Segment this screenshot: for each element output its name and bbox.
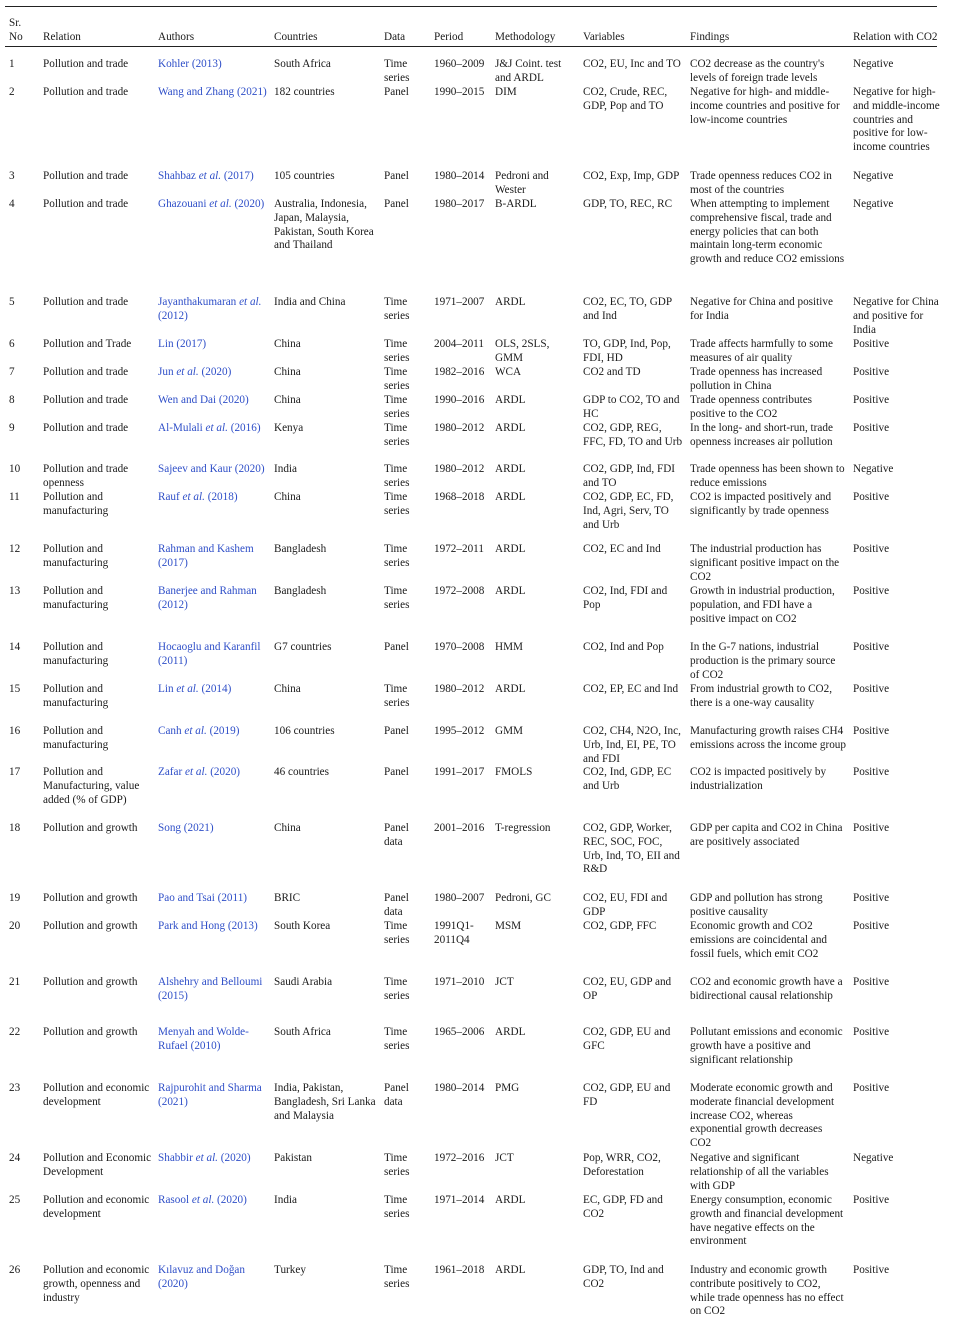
- cell-sr-no: 2: [9, 86, 15, 98]
- cell-variables: CO2, CH4, N2O, Inc, Urb, Ind, EI, PE, TO and FDI: [583, 725, 681, 765]
- header-countries: Countries: [274, 31, 318, 44]
- cell-authors-link[interactable]: Rauf et al. (2018): [158, 491, 238, 503]
- cell-sr-no: 17: [9, 766, 21, 778]
- cell-data-type: Time series: [384, 491, 410, 517]
- cell-countries: India and China: [274, 296, 346, 308]
- cell-sr-no: 15: [9, 683, 21, 695]
- cell-sr-no: 22: [9, 1026, 21, 1038]
- cell-methodology: MSM: [495, 920, 522, 932]
- cell-findings: The industrial production has significant positive impact on the CO2: [690, 543, 840, 583]
- cell-data-type: Time series: [384, 1264, 410, 1290]
- cell-authors-link[interactable]: Rasool et al. (2020): [158, 1194, 247, 1206]
- cell-findings: Energy consumption, economic growth and financial development have negative effects on the environment: [690, 1194, 844, 1248]
- cell-data-type: Panel: [384, 766, 409, 778]
- cell-variables: CO2, GDP, REG, FFC, FD, TO and Urb: [583, 422, 683, 448]
- cell-authors-link[interactable]: Rajpurohit and Sharma (2021): [158, 1082, 262, 1108]
- cell-relation: Pollution and trade: [43, 86, 129, 98]
- cell-methodology: Pedroni and Wester: [495, 170, 549, 196]
- cell-variables: CO2, GDP, EU and FD: [583, 1082, 671, 1108]
- cell-authors-link[interactable]: Jun et al. (2020): [158, 366, 232, 378]
- cell-data-type: Panel: [384, 170, 409, 182]
- cell-relation: Pollution and manufacturing: [43, 725, 109, 751]
- cell-countries: 182 countries: [274, 86, 335, 98]
- cell-methodology: ARDL: [495, 394, 526, 406]
- cell-variables: TO, GDP, Ind, Pop, FDI, HD: [583, 338, 671, 364]
- cell-variables: CO2, Exp, Imp, GDP: [583, 170, 680, 182]
- cell-relation: Pollution and trade: [43, 394, 129, 406]
- cell-relation-with-co2: Positive: [853, 422, 890, 434]
- cell-relation-with-co2: Positive: [853, 641, 890, 653]
- cell-relation: Pollution and Economic Development: [43, 1152, 152, 1178]
- cell-relation: Pollution and manufacturing: [43, 543, 109, 569]
- cell-data-type: Time series: [384, 585, 410, 611]
- cell-period: 1980–2012: [434, 463, 485, 475]
- cell-authors-link[interactable]: Kohler (2013): [158, 58, 222, 70]
- cell-data-type: Time series: [384, 920, 410, 946]
- cell-countries: Saudi Arabia: [274, 976, 333, 988]
- cell-countries: Turkey: [274, 1264, 306, 1276]
- cell-sr-no: 26: [9, 1264, 21, 1276]
- cell-relation-with-co2: Positive: [853, 394, 890, 406]
- cell-relation: Pollution and manufacturing: [43, 491, 109, 517]
- cell-countries: India: [274, 1194, 297, 1206]
- cell-sr-no: 5: [9, 296, 15, 308]
- cell-countries: G7 countries: [274, 641, 332, 653]
- cell-authors-link[interactable]: Rahman and Kashem (2017): [158, 543, 254, 569]
- cell-findings: Growth in industrial production, population, and FDI have a positive impact on CO2: [690, 585, 835, 625]
- cell-data-type: Time series: [384, 1026, 410, 1052]
- cell-findings: Negative for China and positive for India: [690, 296, 833, 322]
- cell-data-type: Time series: [384, 296, 410, 322]
- cell-findings: CO2 decrease as the country's levels of foreign trade levels: [690, 58, 825, 84]
- cell-data-type: Time series: [384, 683, 410, 709]
- cell-data-type: Time series: [384, 58, 410, 84]
- cell-period: 1990–2015: [434, 86, 485, 98]
- cell-period: 1980–2017: [434, 198, 485, 210]
- cell-relation: Pollution and growth: [43, 976, 138, 988]
- cell-findings: In the long- and short-run, trade openness increases air pollution: [690, 422, 833, 448]
- cell-countries: Kenya: [274, 422, 304, 434]
- cell-sr-no: 13: [9, 585, 21, 597]
- cell-sr-no: 18: [9, 822, 21, 834]
- cell-variables: CO2, EU, Inc and TO: [583, 58, 681, 70]
- cell-data-type: Panel: [384, 86, 409, 98]
- cell-relation-with-co2: Positive: [853, 338, 890, 350]
- cell-sr-no: 23: [9, 1082, 21, 1094]
- cell-relation: Pollution and growth: [43, 1026, 138, 1038]
- table-top-rule: [5, 6, 937, 7]
- cell-findings: In the G-7 nations, industrial production is the primary source of CO2: [690, 641, 836, 681]
- cell-period: 1972–2011: [434, 543, 484, 555]
- cell-variables: CO2 and TD: [583, 366, 641, 378]
- cell-period: 1991Q1-2011Q4: [434, 920, 474, 946]
- cell-findings: From industrial growth to CO2, there is a one-way causality: [690, 683, 833, 709]
- cell-variables: Pop, WRR, CO2, Deforestation: [583, 1152, 661, 1178]
- cell-findings: Negative for high- and middle-income countries and positive for low-income countries: [690, 86, 840, 126]
- cell-findings: When attempting to implement comprehensive fiscal, trade and energy policies that can both maintain long-term economic growth and reduce CO2 emissions: [690, 198, 845, 266]
- cell-data-type: Time series: [384, 1152, 410, 1178]
- cell-period: 1991–2017: [434, 766, 485, 778]
- cell-countries: South Africa: [274, 1026, 331, 1038]
- cell-methodology: ARDL: [495, 1026, 526, 1038]
- table-header-rule: [5, 46, 937, 47]
- cell-relation: Pollution and economic development: [43, 1194, 150, 1220]
- cell-period: 1980–2014: [434, 1082, 485, 1094]
- header-relation: Relation: [43, 31, 81, 44]
- cell-relation-with-co2: Positive: [853, 822, 890, 834]
- cell-relation: Pollution and economic development: [43, 1082, 150, 1108]
- cell-relation: Pollution and trade: [43, 366, 129, 378]
- cell-findings: Trade affects harmfully to some measures of air quality: [690, 338, 833, 364]
- cell-period: 1968–2018: [434, 491, 485, 503]
- cell-countries: Australia, Indonesia, Japan, Malaysia, Pakistan, South Korea and Thailand: [274, 198, 374, 252]
- cell-variables: CO2, Ind, GDP, EC and Urb: [583, 766, 672, 792]
- cell-data-type: Panel data: [384, 1082, 409, 1108]
- cell-authors-link[interactable]: Lin et al. (2014): [158, 683, 232, 695]
- cell-sr-no: 11: [9, 491, 20, 503]
- cell-countries: China: [274, 822, 301, 834]
- cell-authors-link[interactable]: Hocaoglu and Karanfil (2011): [158, 641, 261, 667]
- cell-countries: 106 countries: [274, 725, 335, 737]
- cell-sr-no: 1: [9, 58, 15, 70]
- cell-countries: China: [274, 683, 301, 695]
- cell-sr-no: 14: [9, 641, 21, 653]
- cell-period: 1971–2014: [434, 1194, 485, 1206]
- cell-sr-no: 6: [9, 338, 15, 350]
- cell-relation-with-co2: Positive: [853, 920, 890, 932]
- cell-authors-link[interactable]: Jayanthakumaran et al. (2012): [158, 296, 262, 322]
- cell-variables: CO2, GDP, Worker, REC, SOC, FOC, Urb, Ind, TO, EII and R&D: [583, 822, 680, 876]
- cell-period: 1980–2012: [434, 683, 485, 695]
- cell-period: 1995–2012: [434, 725, 485, 737]
- cell-relation-with-co2: Positive: [853, 1082, 890, 1094]
- cell-variables: GDP, TO, Ind and CO2: [583, 1264, 664, 1290]
- header-relation-with-co2: Relation with CO2: [853, 31, 938, 44]
- cell-authors-link[interactable]: Al-Mulali et al. (2016): [158, 422, 261, 434]
- cell-relation-with-co2: Positive: [853, 683, 890, 695]
- cell-relation: Pollution and trade: [43, 58, 129, 70]
- header-variables: Variables: [583, 31, 625, 44]
- cell-authors-link[interactable]: Wen and Dai (2020): [158, 394, 249, 406]
- cell-sr-no: 19: [9, 892, 21, 904]
- cell-relation: Pollution and trade: [43, 198, 129, 210]
- cell-relation: Pollution and growth: [43, 822, 138, 834]
- cell-countries: India, Pakistan, Bangladesh, Sri Lanka and Malaysia: [274, 1082, 376, 1122]
- cell-relation-with-co2: Positive: [853, 1194, 890, 1206]
- cell-methodology: ARDL: [495, 683, 526, 695]
- cell-relation-with-co2: Positive: [853, 1264, 890, 1276]
- cell-relation: Pollution and Trade: [43, 338, 132, 350]
- cell-data-type: Time series: [384, 422, 410, 448]
- cell-relation: Pollution and manufacturing: [43, 641, 109, 667]
- cell-authors-link[interactable]: Pao and Tsai (2011): [158, 892, 248, 904]
- cell-authors-link[interactable]: Shabbir et al. (2020): [158, 1152, 251, 1164]
- cell-countries: Pakistan: [274, 1152, 312, 1164]
- cell-relation: Pollution and trade: [43, 170, 129, 182]
- cell-relation: Pollution and growth: [43, 892, 138, 904]
- cell-methodology: FMOLS: [495, 766, 533, 778]
- header-data: Data: [384, 31, 406, 44]
- cell-relation-with-co2: Negative: [853, 58, 894, 70]
- cell-data-type: Panel: [384, 641, 409, 653]
- cell-variables: CO2, Ind, FDI and Pop: [583, 585, 668, 611]
- cell-methodology: ARDL: [495, 1264, 526, 1276]
- cell-period: 1960–2009: [434, 58, 485, 70]
- cell-methodology: Pedroni, GC: [495, 892, 551, 904]
- cell-methodology: ARDL: [495, 543, 526, 555]
- cell-methodology: ARDL: [495, 463, 526, 475]
- cell-sr-no: 12: [9, 543, 21, 555]
- cell-sr-no: 7: [9, 366, 15, 378]
- cell-data-type: Time series: [384, 976, 410, 1002]
- cell-relation-with-co2: Positive: [853, 725, 890, 737]
- cell-period: 1972–2008: [434, 585, 485, 597]
- cell-relation: Pollution and trade openness: [43, 463, 129, 489]
- cell-authors-link[interactable]: Menyah and Wolde-Rufael (2010): [158, 1026, 249, 1052]
- cell-relation: Pollution and trade: [43, 422, 129, 434]
- cell-findings: Trade openness contributes positive to the CO2: [690, 394, 813, 420]
- cell-countries: China: [274, 394, 301, 406]
- cell-countries: BRIC: [274, 892, 301, 904]
- cell-relation-with-co2: Negative: [853, 463, 894, 475]
- cell-period: 1980–2007: [434, 892, 485, 904]
- cell-data-type: Time series: [384, 463, 410, 489]
- cell-findings: Economic growth and CO2 emissions are coincidental and fossil fuels, which emit CO2: [690, 920, 828, 960]
- cell-methodology: JCT: [495, 976, 514, 988]
- table-header-row: [0, 15, 953, 45]
- cell-countries: South Africa: [274, 58, 331, 70]
- cell-sr-no: 4: [9, 198, 15, 210]
- cell-variables: CO2, Crude, REC, GDP, Pop and TO: [583, 86, 668, 112]
- cell-data-type: Panel: [384, 198, 409, 210]
- cell-countries: South Korea: [274, 920, 331, 932]
- cell-variables: CO2, GDP, Ind, FDI and TO: [583, 463, 675, 489]
- cell-countries: Bangladesh: [274, 585, 327, 597]
- cell-relation: Pollution and Manufacturing, value added (% of GDP): [43, 766, 140, 806]
- cell-methodology: GMM: [495, 725, 523, 737]
- cell-authors-link[interactable]: Alshehry and Belloumi (2015): [158, 976, 263, 1002]
- cell-methodology: ARDL: [495, 491, 526, 503]
- cell-countries: 46 countries: [274, 766, 329, 778]
- cell-findings: GDP per capita and CO2 in China are positively associated: [690, 822, 843, 848]
- cell-variables: CO2, EC and Ind: [583, 543, 661, 555]
- cell-relation-with-co2: Positive: [853, 543, 890, 555]
- cell-sr-no: 8: [9, 394, 15, 406]
- cell-authors-link[interactable]: Canh et al. (2019): [158, 725, 240, 737]
- cell-period: 1990–2016: [434, 394, 485, 406]
- cell-methodology: OLS, 2SLS, GMM: [495, 338, 550, 364]
- cell-relation: Pollution and trade: [43, 296, 129, 308]
- cell-data-type: Panel: [384, 725, 409, 737]
- cell-sr-no: 10: [9, 463, 21, 475]
- cell-relation-with-co2: Positive: [853, 366, 890, 378]
- cell-methodology: WCA: [495, 366, 522, 378]
- cell-findings: Industry and economic growth contribute positively to CO2, while trade openness has no effect on CO2: [690, 1264, 844, 1318]
- cell-period: 2001–2016: [434, 822, 485, 834]
- cell-period: 1980–2012: [434, 422, 485, 434]
- cell-sr-no: 21: [9, 976, 21, 988]
- cell-sr-no: 25: [9, 1194, 21, 1206]
- cell-methodology: T-regression: [495, 822, 551, 834]
- cell-authors-link[interactable]: Park and Hong (2013): [158, 920, 258, 932]
- cell-relation-with-co2: Negative for high- and middle-income countries and positive for low-income countries: [853, 86, 940, 154]
- cell-variables: CO2, EP, EC and Ind: [583, 683, 679, 695]
- cell-relation: Pollution and manufacturing: [43, 585, 109, 611]
- cell-relation-with-co2: Negative for China and positive for India: [853, 296, 939, 336]
- cell-relation-with-co2: Positive: [853, 892, 890, 904]
- cell-authors-link[interactable]: Shahbaz et al. (2017): [158, 170, 254, 182]
- cell-relation: Pollution and economic growth, openness and industry: [43, 1264, 150, 1304]
- header-period: Period: [434, 31, 464, 44]
- cell-authors-link[interactable]: Kılavuz and Doğan (2020): [158, 1264, 245, 1290]
- cell-authors-link[interactable]: Wang and Zhang (2021): [158, 86, 267, 98]
- cell-period: 1961–2018: [434, 1264, 485, 1276]
- cell-relation-with-co2: Positive: [853, 766, 890, 778]
- cell-data-type: Time series: [384, 543, 410, 569]
- cell-methodology: ARDL: [495, 422, 526, 434]
- cell-methodology: PMG: [495, 1082, 520, 1094]
- header-findings: Findings: [690, 31, 730, 44]
- cell-variables: GDP, TO, REC, RC: [583, 198, 673, 210]
- cell-findings: Negative and significant relationship of all the variables with GDP: [690, 1152, 829, 1192]
- cell-findings: Trade openness reduces CO2 in most of the countries: [690, 170, 832, 196]
- cell-countries: 105 countries: [274, 170, 335, 182]
- cell-methodology: ARDL: [495, 585, 526, 597]
- cell-findings: Trade openness has been shown to reduce emissions: [690, 463, 845, 489]
- cell-data-type: Time series: [384, 338, 410, 364]
- cell-variables: CO2, EU, FDI and GDP: [583, 892, 668, 918]
- cell-variables: CO2, EC, TO, GDP and Ind: [583, 296, 672, 322]
- cell-data-type: Panel data: [384, 822, 409, 848]
- cell-methodology: HMM: [495, 641, 523, 653]
- cell-period: 1982–2016: [434, 366, 485, 378]
- cell-period: 1965–2006: [434, 1026, 485, 1038]
- cell-sr-no: 16: [9, 725, 21, 737]
- cell-data-type: Panel data: [384, 892, 409, 918]
- cell-countries: China: [274, 366, 301, 378]
- cell-sr-no: 9: [9, 422, 15, 434]
- cell-variables: CO2, GDP, EC, FD, Ind, Agri, Serv, TO and Urb: [583, 491, 674, 531]
- cell-findings: GDP and pollution has strong positive causality: [690, 892, 823, 918]
- cell-methodology: B-ARDL: [495, 198, 537, 210]
- cell-relation-with-co2: Positive: [853, 976, 890, 988]
- cell-period: 1971–2007: [434, 296, 485, 308]
- cell-data-type: Time series: [384, 366, 410, 392]
- cell-variables: CO2, Ind and Pop: [583, 641, 664, 653]
- cell-variables: CO2, GDP, EU and GFC: [583, 1026, 671, 1052]
- cell-variables: EC, GDP, FD and CO2: [583, 1194, 663, 1220]
- cell-period: 1972–2016: [434, 1152, 485, 1164]
- cell-relation-with-co2: Negative: [853, 170, 894, 182]
- cell-authors-link[interactable]: Lin (2017): [158, 338, 207, 350]
- cell-relation: Pollution and manufacturing: [43, 683, 109, 709]
- cell-authors-link[interactable]: Song (2021): [158, 822, 214, 834]
- cell-sr-no: 3: [9, 170, 15, 182]
- cell-countries: China: [274, 338, 301, 350]
- cell-findings: CO2 is impacted positively and significantly by trade openness: [690, 491, 832, 517]
- cell-period: 2004–2011: [434, 338, 484, 350]
- cell-findings: Pollutant emissions and economic growth have a positive and significant relationship: [690, 1026, 843, 1066]
- cell-data-type: Time series: [384, 394, 410, 420]
- header-methodology: Methodology: [495, 31, 556, 44]
- cell-methodology: ARDL: [495, 1194, 526, 1206]
- cell-authors-link[interactable]: Ghazouani et al. (2020): [158, 198, 265, 210]
- cell-period: 1970–2008: [434, 641, 485, 653]
- cell-relation-with-co2: Positive: [853, 1026, 890, 1038]
- cell-findings: Trade openness has increased pollution in China: [690, 366, 823, 392]
- cell-relation: Pollution and growth: [43, 920, 138, 932]
- cell-findings: Moderate economic growth and moderate financial development increase CO2, whereas exponential growth decreases CO2: [690, 1082, 835, 1150]
- header-authors: Authors: [158, 31, 195, 44]
- cell-variables: GDP to CO2, TO and HC: [583, 394, 680, 420]
- cell-findings: Manufacturing growth raises CH4 emissions across the income group: [690, 725, 846, 751]
- cell-authors-link[interactable]: Banerjee and Rahman (2012): [158, 585, 257, 611]
- cell-period: 1980–2014: [434, 170, 485, 182]
- cell-findings: CO2 is impacted positively by industrialization: [690, 766, 827, 792]
- cell-sr-no: 24: [9, 1152, 21, 1164]
- cell-variables: CO2, GDP, FFC: [583, 920, 657, 932]
- header-sr-no: Sr. No: [9, 17, 23, 44]
- cell-relation-with-co2: Positive: [853, 585, 890, 597]
- cell-countries: India: [274, 463, 297, 475]
- cell-countries: Bangladesh: [274, 543, 327, 555]
- cell-methodology: ARDL: [495, 296, 526, 308]
- cell-countries: China: [274, 491, 301, 503]
- cell-relation-with-co2: Negative: [853, 198, 894, 210]
- cell-variables: CO2, EU, GDP and OP: [583, 976, 672, 1002]
- cell-methodology: DIM: [495, 86, 517, 98]
- cell-relation-with-co2: Positive: [853, 491, 890, 503]
- cell-sr-no: 20: [9, 920, 21, 932]
- cell-period: 1971–2010: [434, 976, 485, 988]
- cell-authors-link[interactable]: Zafar et al. (2020): [158, 766, 241, 778]
- cell-findings: CO2 and economic growth have a bidirectional causal relationship: [690, 976, 843, 1002]
- cell-methodology: J&J Coint. test and ARDL: [495, 58, 562, 84]
- cell-data-type: Time series: [384, 1194, 410, 1220]
- cell-relation-with-co2: Negative: [853, 1152, 894, 1164]
- cell-methodology: JCT: [495, 1152, 514, 1164]
- cell-authors-link[interactable]: Sajeev and Kaur (2020): [158, 463, 265, 475]
